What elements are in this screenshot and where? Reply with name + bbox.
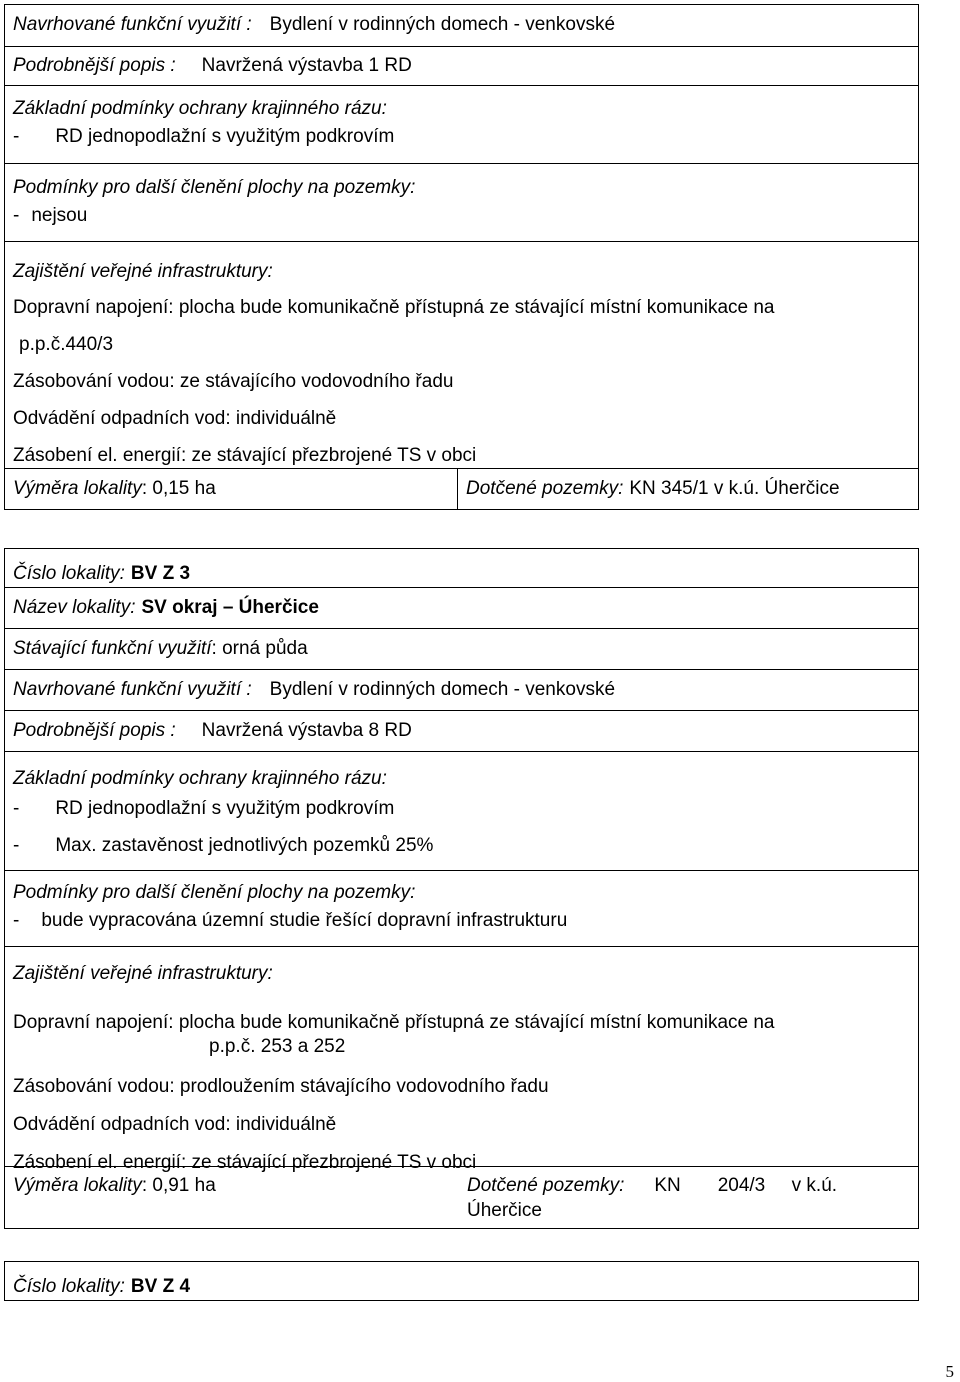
stavajici-value: : orná půda [211,638,308,660]
locality-table-3 [4,1261,919,1301]
zakladni-item: - RD jednopodlažní s využitým podkrovím [13,797,395,819]
podrobnejsi-label: Podrobnější popis : [13,55,176,77]
podminky-item: - bude vypracována územní studie řešící dopravní infrastrukturu [13,909,568,931]
podminky-row [5,163,918,241]
nazev-label: Název lokality: [13,597,136,619]
podminky-label: Podmínky pro další členění plochy na pozemky: [13,881,416,903]
vymera-label: Výměra lokality [13,478,142,500]
navrhovane-row [5,669,918,710]
vymera-row [5,1166,918,1228]
podrobnejsi-label: Podrobnější popis : [13,720,176,742]
dopravni-napojeni: Dopravní napojení: plocha bude komunikačně přístupná ze stávající místní komunikace na [13,296,775,318]
dopravni-napojeni-cont: p.p.č. 253 a 252 [209,1035,346,1057]
podrobnejsi-row [5,46,918,85]
cislo-label: Číslo lokality: [13,1275,125,1297]
page-number: 5 [945,1362,954,1381]
zakladni-label: Základní podmínky ochrany krajinného rázu: [13,767,387,789]
podminky-row [5,870,918,946]
zakladni-row [5,751,918,870]
zajisteni-label: Zajištění veřejné infrastruktury: [13,962,273,984]
navrhovane-label: Navrhované funkční využití : [13,14,252,36]
dotcene-label: Dotčené pozemky: [467,1174,625,1196]
dopravni-napojeni: Dopravní napojení: plocha bude komunikačně přístupná ze stávající místní komunikace na [13,1012,775,1034]
zasobeni-el: Zásobení el. energií: ze stávající přezbrojené TS v obci [13,1152,477,1174]
zasobeni-el: Zásobení el. energií: ze stávající přezbrojené TS v obci [13,445,477,467]
dopravni-napojeni-cont: p.p.č.440/3 [19,333,114,355]
podrobnejsi-value: Navržená výstavba 8 RD [201,720,412,742]
zakladni-item: - Max. zastavěnost jednotlivých pozemků 25% [13,834,434,856]
vymera-value: : 0,91 ha [141,1174,216,1196]
nazev-row [5,587,918,628]
cislo-row [5,549,918,587]
dotcene-label: Dotčené pozemky: [466,478,624,500]
zakladni-label: Základní podmínky ochrany krajinného rázu: [13,97,387,119]
navrhovane-label: Navrhované funkční využití : [13,679,252,701]
nazev-value: SV okraj – Úherčice [141,597,319,619]
navrhovane-value: Bydlení v rodinných domech - venkovské [269,14,616,36]
navrhovane-value: Bydlení v rodinných domech - venkovské [269,679,616,701]
cislo-value: BV Z 3 [130,562,191,584]
cislo-value: BV Z 4 [130,1275,191,1297]
zasobovani-vodou: Zásobování vodou: ze stávajícího vodovodního řadu [13,371,454,393]
stavajici-label: Stávající funkční využití [13,638,212,660]
dotcene-value: KN 345/1 v k.ú. Úherčice [629,478,840,500]
odvadeni-vod: Odvádění odpadních vod: individuálně [13,1114,337,1136]
cislo-label: Číslo lokality: [13,562,125,584]
zajisteni-label: Zajištění veřejné infrastruktury: [13,260,273,282]
locality-table-1 [4,4,919,510]
vymera-label: Výměra lokality [13,1174,142,1196]
cislo-row [5,1262,918,1300]
navrhovane-row [5,5,918,46]
zajisteni-row [5,241,918,468]
zasobovani-vodou: Zásobování vodou: prodloužením stávajícího vodovodního řadu [13,1076,549,1098]
zakladni-item: - RD jednopodlažní s využitým podkrovím [13,125,395,147]
podrobnejsi-row [5,710,918,751]
vymera-value: : 0,15 ha [141,478,216,500]
podrobnejsi-value: Navržená výstavba 1 RD [201,55,412,77]
dotcene-value-cont: Úherčice [467,1199,542,1221]
zakladni-row [5,85,918,163]
odvadeni-vod: Odvádění odpadních vod: individuálně [13,408,337,430]
stavajici-row [5,628,918,669]
vymera-row [5,468,918,509]
zajisteni-row [5,946,918,1174]
locality-table-2 [4,548,919,1229]
podminky-item: - nejsou [13,204,88,226]
podminky-label: Podmínky pro další členění plochy na pozemky: [13,176,416,198]
dotcene-value: KN 204/3 v k.ú. [654,1174,838,1196]
